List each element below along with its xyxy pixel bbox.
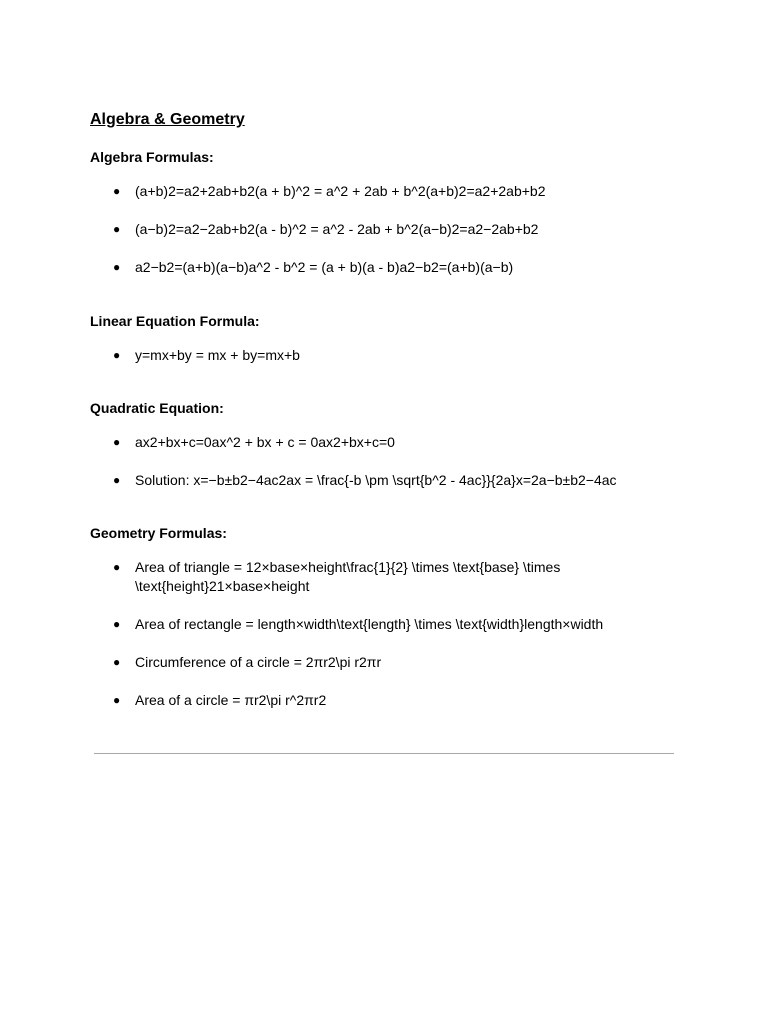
formula-text: a2−b2=(a+b)(a−b)a^2 - b^2 = (a + b)(a - b)a2−b2=(a+b)(a−b) (135, 259, 514, 275)
section-heading-geometry: Geometry Formulas: (90, 525, 227, 541)
bullet-icon: ● (113, 222, 121, 236)
section-heading-algebra: Algebra Formulas: (90, 149, 214, 165)
bullet-icon: ● (113, 617, 121, 631)
list-item (90, 182, 690, 201)
horizontal-divider (94, 753, 674, 754)
bullet-icon: ● (113, 560, 121, 574)
document-title: Algebra & Geometry (90, 111, 245, 128)
bullet-icon: ● (113, 435, 121, 449)
formula-text: (a−b)2=a2−2ab+b2(a - b)^2 = a^2 - 2ab + b^2(a−b)2=a2−2ab+b2 (135, 221, 539, 237)
quadratic-formula-list (90, 433, 690, 490)
algebra-formula-list (90, 182, 690, 277)
formula-text: y=mx+by = mx + by=mx+b (135, 347, 300, 363)
list-item (90, 220, 690, 239)
bullet-icon: ● (113, 348, 121, 362)
formula-text: Solution: x=−b±b2−4ac2ax = \frac{-b \pm \sqrt{b^2 - 4ac}}{2a}x=2a−b±b2−4ac (135, 472, 617, 488)
bullet-icon: ● (113, 655, 121, 669)
list-item (90, 471, 690, 490)
list-item (90, 691, 690, 710)
list-item (90, 615, 690, 634)
formula-text: Area of rectangle = length×width\text{length} \times \text{width}length×width (135, 616, 604, 632)
formula-text: Circumference of a circle = 2πr2\pi r2πr (135, 654, 382, 670)
section-heading-linear: Linear Equation Formula: (90, 313, 260, 329)
formula-text: ax2+bx+c=0ax^2 + bx + c = 0ax2+bx+c=0 (135, 434, 395, 450)
list-item (90, 346, 690, 365)
formula-text: Area of triangle = 12×base×height\frac{1}{2} \times \text{base} \times \text{height}21×base×height (135, 559, 561, 594)
formula-text: (a+b)2=a2+2ab+b2(a + b)^2 = a^2 + 2ab + b^2(a+b)2=a2+2ab+b2 (135, 183, 546, 199)
bullet-icon: ● (113, 473, 121, 487)
geometry-formula-list (90, 558, 690, 710)
bullet-icon: ● (113, 184, 121, 198)
section-heading-quadratic: Quadratic Equation: (90, 400, 224, 416)
linear-formula-list (90, 346, 690, 365)
document-body (90, 110, 690, 710)
list-item (90, 653, 690, 672)
list-item (90, 258, 690, 277)
bullet-icon: ● (113, 260, 121, 274)
bullet-icon: ● (113, 693, 121, 707)
formula-text: Area of a circle = πr2\pi r^2πr2 (135, 692, 327, 708)
list-item (90, 558, 615, 596)
list-item (90, 433, 690, 452)
